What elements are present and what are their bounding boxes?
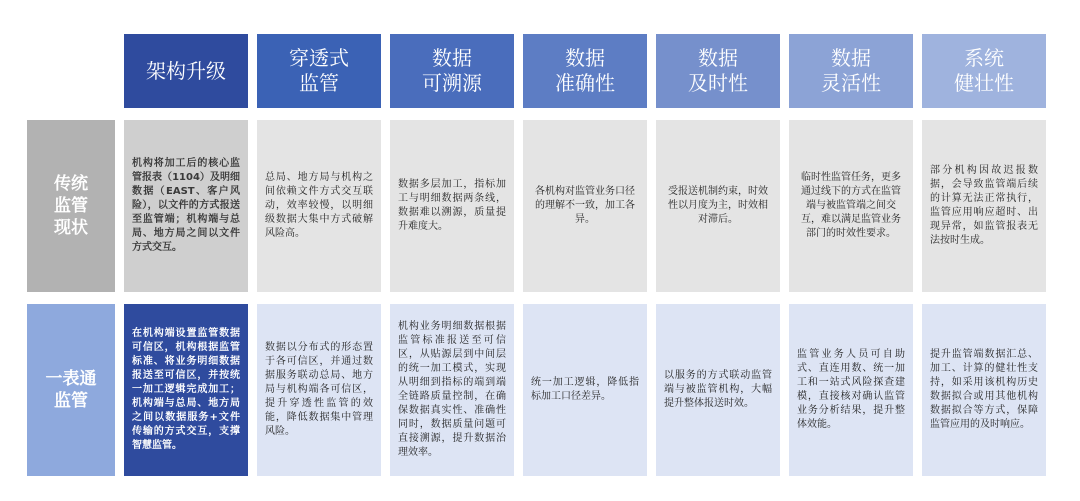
row-label-traditional: 传统 监管 现状 <box>27 120 115 292</box>
one-table-timeliness-cell: 以服务的方式联动监管端与被监管机构，大幅提升整体报送时效。 <box>656 304 780 476</box>
one-table-architecture-cell: 在机构端设置监管数据可信区，机构根据监管标准、将业务明细数据报送至可信区，并按统一加工逻辑完成加工；机构端与总局、地方局之间以数据服务+文件传输的方式交互，支撑智慧监管。 <box>124 304 248 476</box>
corner-blank <box>27 34 115 108</box>
traditional-flexibility-cell: 临时性监管任务，更多通过线下的方式在监管端与被监管端之间交互，难以满足监管业务部门的时效性要求。 <box>789 120 913 292</box>
one-table-robustness-cell: 提升监管端数据汇总、加工、计算的健壮性支持，如采用该机构历史数据拟合或用其他机构数据拟合等方式，保障监管应用的及时响应。 <box>922 304 1046 476</box>
traditional-robustness-cell: 部分机构因故迟报数据，会导致监管端后续的计算无法正常执行，监管应用响应超时、出现异常，如监管报表无法按时生成。 <box>922 120 1046 292</box>
traditional-traceability-cell: 数据多层加工，指标加工与明细数据两条线，数据难以溯源，质量提升难度大。 <box>390 120 514 292</box>
header-architecture-upgrade: 架构升级 <box>124 34 248 108</box>
one-table-flexibility-cell: 监管业务人员可自助式、直连用数、统一加工和一站式风险探查建模，直接核对确认监管业务分析结果，提升整体效能。 <box>789 304 913 476</box>
header-data-traceability: 数据 可溯源 <box>390 34 514 108</box>
traditional-timeliness-cell: 受报送机制约束，时效性以月度为主，时效相对滞后。 <box>656 120 780 292</box>
one-table-traceability-cell: 机构业务明细数据根据监管标准报送至可信区，从贴源层到中间层的统一加工模式，实现从明细到指标的端到端全链路质量控制，在确保数据真实性、准确性同时，数据质量问题可直接溯源，提升数据治理效率。 <box>390 304 514 476</box>
comparison-table <box>27 34 1046 476</box>
one-table-accuracy-cell: 统一加工逻辑，降低指标加工口径差异。 <box>523 304 647 476</box>
header-data-accuracy: 数据 准确性 <box>523 34 647 108</box>
traditional-architecture-cell: 机构将加工后的核心监管报表（1104）及明细数据（EAST、客户风险），以文件的方式报送至监管端；机构端与总局、地方局之间以文件方式交互。 <box>124 120 248 292</box>
header-data-flexibility: 数据 灵活性 <box>789 34 913 108</box>
header-system-robustness: 系统 健壮性 <box>922 34 1046 108</box>
header-data-timeliness: 数据 及时性 <box>656 34 780 108</box>
header-penetrative-supervision: 穿透式 监管 <box>257 34 381 108</box>
row-label-one-table: 一表通 监管 <box>27 304 115 476</box>
traditional-accuracy-cell: 各机构对监管业务口径的理解不一致，加工各异。 <box>523 120 647 292</box>
one-table-penetrative-cell: 数据以分布式的形态置于各可信区，并通过数据服务联动总局、地方局与机构端各可信区，提升穿透性监管的效能，降低数据集中管理风险。 <box>257 304 381 476</box>
traditional-penetrative-cell: 总局、地方局与机构之间依赖文件方式交互联动，效率较慢，以明细级数据大集中方式破解风险高。 <box>257 120 381 292</box>
